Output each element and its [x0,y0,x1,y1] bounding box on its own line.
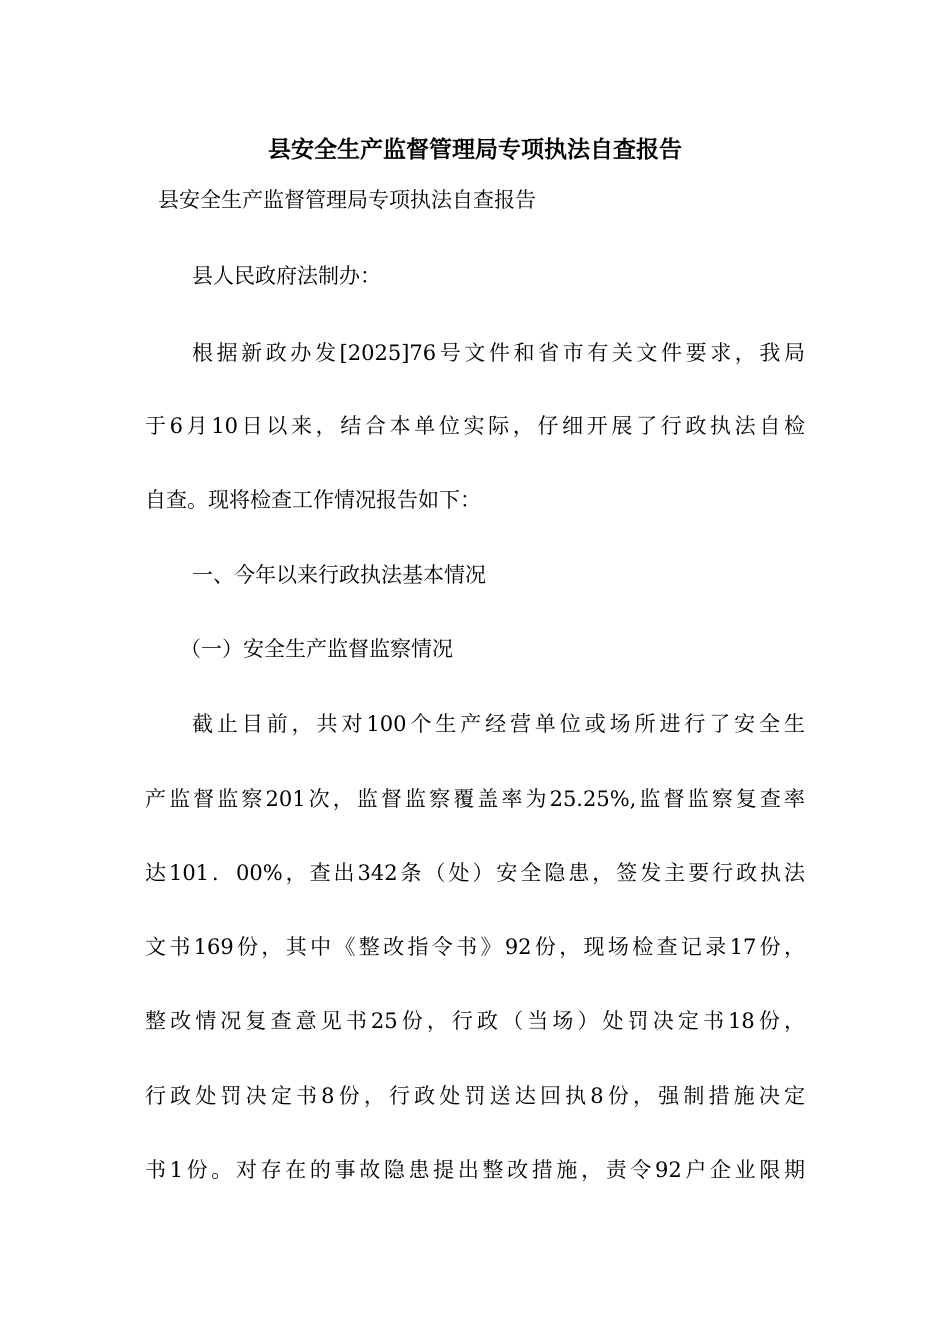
paragraph-line: 产监督监察201次，监督监察覆盖率为25.25%,监督监察复查率 [145,787,805,811]
document-title: 县安全生产监督管理局专项执法自查报告 [268,136,682,163]
paragraph-line: 于6月10日以来，结合本单位实际，仔细开展了行政执法自检 [145,414,805,438]
paragraph-line: 自查。现将检查工作情况报告如下： [145,488,481,512]
paragraph-line: 根据新政办发[2025]76号文件和省市有关文件要求，我局 [192,341,805,365]
paragraph-line: 整改情况复查意见书25份，行政（当场）处罚决定书18份， [145,1009,805,1033]
paragraph-line: 书1份。对存在的事故隐患提出整改措施，责令92户企业限期 [145,1158,805,1182]
paragraph-line: 行政处罚决定书8份，行政处罚送达回执8份，强制措施决定 [145,1084,805,1108]
document-subtitle: 县安全生产监督管理局专项执法自查报告 [158,188,536,212]
subsection-heading: （一）安全生产监督监察情况 [180,637,453,661]
salutation: 县人民政府法制办： [192,264,381,288]
paragraph-line: 截止目前，共对100个生产经营单位或场所进行了安全生 [192,712,805,736]
paragraph-line: 文书169份，其中《整改指令书》92份，现场检查记录17份， [145,935,805,959]
section-heading: 一、今年以来行政执法基本情况 [192,563,486,587]
paragraph-line: 达101．00%，查出342条（处）安全隐患，签发主要行政执法 [145,861,805,885]
